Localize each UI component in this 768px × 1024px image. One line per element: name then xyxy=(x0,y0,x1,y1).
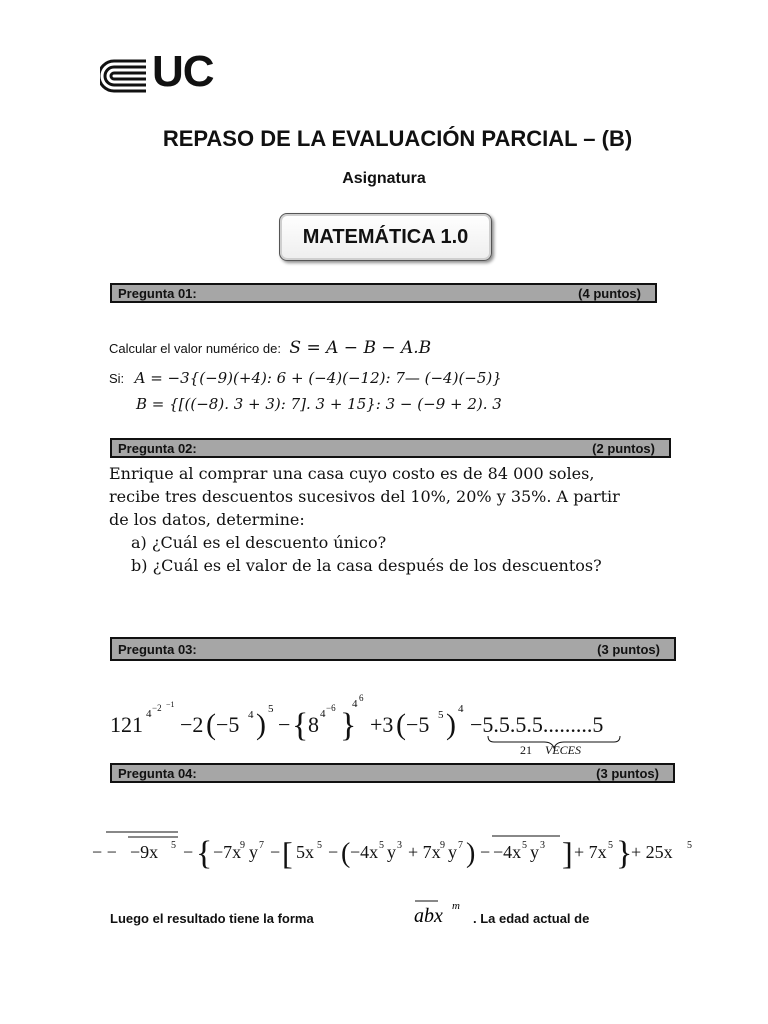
q4-form: abx xyxy=(414,905,443,927)
q4-minus: − xyxy=(270,842,281,862)
q1-intro: Calcular el valor numérico de: xyxy=(109,341,281,356)
q4-term: y xyxy=(530,842,539,862)
q4-term: −9x xyxy=(130,842,159,862)
q2-paragraph-line: recibe tres descuentos sucesivos del 10%, 20% y 35%. A partir xyxy=(109,487,620,506)
q4-brace: { xyxy=(196,835,213,872)
q4-exp: 9 xyxy=(240,840,245,851)
q2-statement xyxy=(109,462,669,577)
q4-term: 5x xyxy=(296,842,314,862)
q4-exp: 7 xyxy=(458,840,463,851)
q4-term: + 25x xyxy=(631,842,673,862)
q4-minus: − xyxy=(328,842,339,862)
q4-term: −4x xyxy=(350,842,379,862)
subject-label: Asignatura xyxy=(342,170,426,187)
question-points: (2 puntos) xyxy=(592,440,655,456)
q4-exp: 5 xyxy=(171,840,176,851)
q3-term: −5 xyxy=(406,712,430,737)
q3-base: 121 xyxy=(110,712,143,737)
q4-conclusion-a: Luego el resultado tiene la forma xyxy=(110,911,314,926)
q3-brace-label: VECES xyxy=(545,743,581,757)
question-points: (3 puntos) xyxy=(597,641,660,657)
question-label: Pregunta 04: xyxy=(118,765,197,781)
q3-term: −2 xyxy=(180,712,204,737)
q4-exp: 3 xyxy=(397,840,402,851)
page-title: REPASO DE LA EVALUACIÓN PARCIAL – (B) xyxy=(162,126,633,151)
q4-term: −4x xyxy=(493,842,522,862)
q3-paren: ( xyxy=(396,708,406,741)
q2-paragraph-line: de los datos, determine: xyxy=(109,510,305,529)
q4-term: −7x xyxy=(213,842,242,862)
q3-exp: 5 xyxy=(438,709,444,721)
q4-form-exp: m xyxy=(452,900,460,912)
q4-conclusion-b: . La edad actual de xyxy=(473,911,590,926)
q3-exp: 4 xyxy=(458,703,464,715)
q4-paren: ( xyxy=(341,838,351,869)
q1-intro-line xyxy=(109,338,431,358)
question-label: Pregunta 03: xyxy=(118,641,197,657)
q3-exp: −6 xyxy=(326,703,336,713)
question-03-header xyxy=(110,637,676,661)
q4-minus: − xyxy=(480,842,491,862)
q4-exp: 5 xyxy=(522,840,527,851)
q1-si: Si: xyxy=(109,371,125,386)
q3-exp: 4 xyxy=(320,708,326,720)
q4-lead: − − xyxy=(92,842,117,862)
q4-term: y xyxy=(249,842,258,862)
uc-logo-text: UC xyxy=(152,47,214,96)
q3-paren: ) xyxy=(446,708,456,741)
q3-brace: } xyxy=(340,707,357,744)
q4-exp: 5 xyxy=(317,840,322,851)
q3-exp: −1 xyxy=(166,700,175,709)
q4-brace: } xyxy=(616,835,633,872)
q3-paren: ( xyxy=(206,708,216,741)
q3-exp: 6 xyxy=(359,693,364,703)
q3-term: −5.5.5.5.........5 xyxy=(470,712,604,737)
q4-expression xyxy=(92,826,698,878)
q4-exp: 5 xyxy=(608,840,613,851)
q3-brace-count: 21 xyxy=(520,743,532,757)
course-title: MATEMÁTICA 1.0 xyxy=(302,225,469,248)
q4-exp: 5 xyxy=(687,840,692,851)
q1-b-expression: B = {[((−8). 3 + 3): 7]. 3 + 15}: 3 − (−9 + 2). 3 xyxy=(136,395,502,413)
q1-a-expression: A = −3{(−9)(+4): 6 + (−4)(−12): 7— (−4)(−5)} xyxy=(134,369,502,387)
q3-exp: 4 xyxy=(146,708,152,720)
q1-a-line xyxy=(109,369,502,388)
q4-term: y xyxy=(448,842,457,862)
q4-exp: 5 xyxy=(379,840,384,851)
q4-minus: − xyxy=(183,842,194,862)
q3-term: −5 xyxy=(216,712,240,737)
q3-exp: 5 xyxy=(268,703,274,715)
q3-brace: { xyxy=(292,707,309,744)
question-points: (3 puntos) xyxy=(596,765,659,781)
q3-term: 8 xyxy=(308,712,319,737)
course-title-box xyxy=(279,213,492,261)
q4-exp: 9 xyxy=(440,840,445,851)
question-02-header xyxy=(110,438,671,458)
q3-term: − xyxy=(278,712,291,737)
q4-form-expression xyxy=(410,896,470,930)
q4-exp: 3 xyxy=(540,840,545,851)
q3-term: +3 xyxy=(370,712,394,737)
q1-b-line xyxy=(136,395,502,414)
q3-exp: 4 xyxy=(248,709,254,721)
q4-term: + 7x xyxy=(574,842,607,862)
q3-exp: −2 xyxy=(152,703,162,713)
question-points: (4 puntos) xyxy=(578,285,641,301)
q4-term: y xyxy=(387,842,396,862)
question-04-header xyxy=(110,763,675,783)
question-label: Pregunta 02: xyxy=(118,440,197,456)
q2-item-b: b) ¿Cuál es el valor de la casa después de los descuentos? xyxy=(131,556,602,575)
q3-exp: 4 xyxy=(352,698,358,710)
q4-bracket: ] xyxy=(562,835,573,871)
q3-expression xyxy=(108,690,648,760)
question-label: Pregunta 01: xyxy=(118,285,197,301)
q4-exp: 7 xyxy=(259,840,264,851)
q4-bracket: [ xyxy=(282,835,293,871)
question-01-header xyxy=(110,283,657,303)
q2-item-a: a) ¿Cuál es el descuento único? xyxy=(131,533,387,552)
q4-term: + 7x xyxy=(408,842,441,862)
q2-paragraph-line: Enrique al comprar una casa cuyo costo es de 84 000 soles, xyxy=(109,464,595,483)
q1-s-expression: S = A − B − A.B xyxy=(289,338,432,358)
q4-paren: ) xyxy=(466,838,476,869)
q3-paren: ) xyxy=(256,708,266,741)
